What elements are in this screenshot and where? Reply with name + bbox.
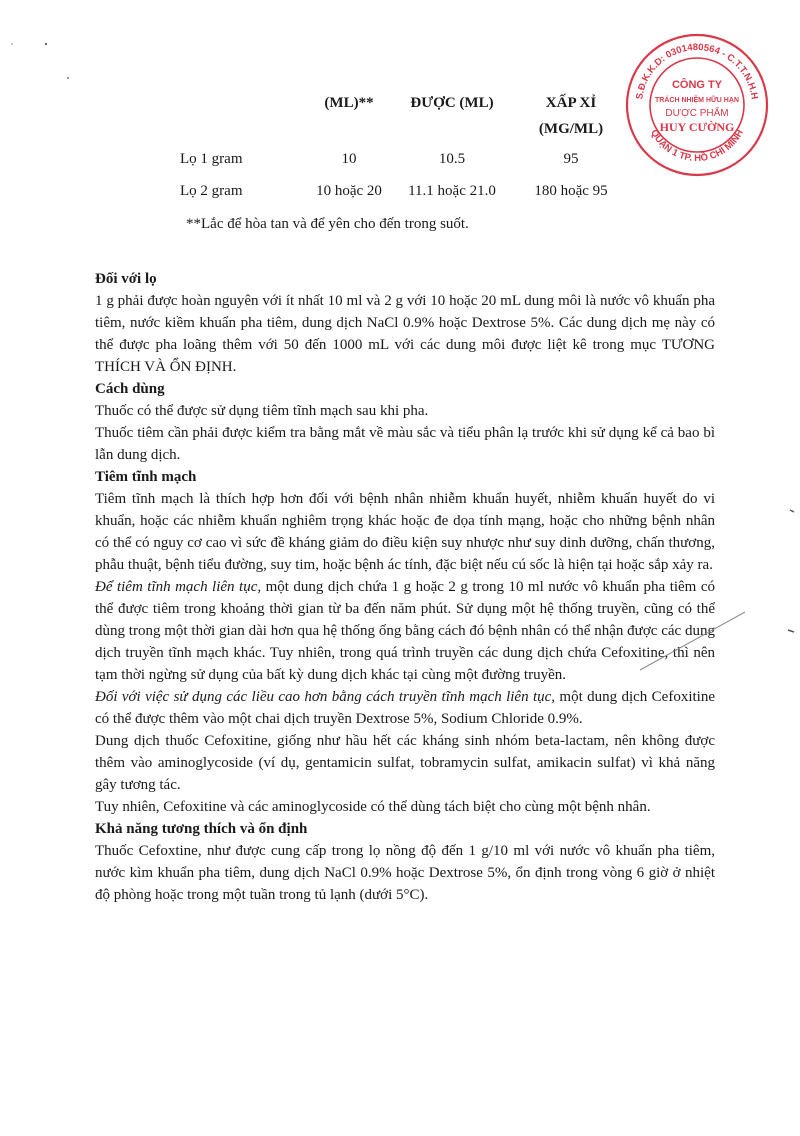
scan-speck bbox=[67, 77, 69, 79]
stamp-line-2: TRÁCH NHIỆM HỮU HẠN bbox=[655, 97, 739, 104]
paragraph-usage-2: Thuốc tiêm cần phải được kiểm tra bằng mắt về màu sắc và tiểu phân lạ trước khi sử dụng kể cả bao bì lẫn dung dịch. bbox=[95, 425, 715, 463]
table-header-volume: (ML)** bbox=[324, 95, 374, 111]
paragraph-aminoglycoside: Dung dịch thuốc Cefoxitine, giống như hầu hết các kháng sinh nhóm beta-lactam, nên không được thêm vào aminoglycoside (ví dụ, gentamicin sulfat, tobramycin sulfat, amikacin sulfat) vì khả năng gây tương tác. bbox=[95, 733, 715, 793]
table-cell-volume: 11.1 hoặc 21.0 bbox=[408, 183, 496, 199]
section-heading-compatibility: Khả năng tương thích và ổn định bbox=[95, 821, 308, 837]
table-header-concentration: (MG/ML) bbox=[538, 121, 604, 137]
section-heading-vial: Đối với lọ bbox=[95, 271, 157, 287]
stamp-line-4: HUY CƯỜNG bbox=[659, 120, 735, 134]
table-cell-concentration: 95 bbox=[563, 151, 579, 167]
table-header-obtained: ĐƯỢC (ML) bbox=[410, 95, 494, 111]
scan-speck bbox=[45, 43, 47, 45]
section-heading-usage: Cách dùng bbox=[95, 381, 165, 397]
stamp-ring-bottom-text: QUẬN 1 TP. HỒ CHÍ MINH bbox=[648, 127, 746, 165]
paragraph-vial: 1 g phải được hoàn nguyên với ít nhất 10 ml và 2 g với 10 hoặc 20 mL dung môi là nước vô khuẩn pha tiêm, nước kiềm khuẩn pha tiêm, dung dịch NaCl 0.9% hoặc Dextrose 5%. Các dung dịch mẹ này có thể được pha loãng thêm với 50 đến 1000 mL với các dung môi được liệt kê trong mục TƯƠNG THÍCH VÀ ỔN ĐỊNH. bbox=[95, 293, 715, 375]
continuous-text: một dung dịch chứa 1 g hoặc 2 g trong 10 ml nước vô khuẩn pha tiêm có thể được tiêm trong khoảng thời gian từ ba đến năm phút. Sử dụng một hệ thống truyền, cũng có thể dùng trong một thời gian dài hơn qua hệ thống ống bằng cách đó bệnh nhân có thể nhận được các dung dịch truyền tĩnh mạch khác. Tuy nhiên, trong quá trình truyền các dung dịch chứa Cefoxitine, thì nên tạm thời ngừng sử dụng của bất kỳ dung dịch khác tại cùng một đường truyền. bbox=[95, 579, 715, 683]
table-cell-vial: Lọ 1 gram bbox=[180, 151, 243, 167]
table-cell-volume: 10.5 bbox=[438, 151, 466, 167]
high-dose-text: một dung dịch Cefoxitine có thể được thêm vào một chai dịch truyền Dextrose 5%, Sodium Chloride 0.9%. bbox=[95, 689, 715, 727]
continuous-lead: Để tiêm tĩnh mạch liên tục, bbox=[95, 579, 262, 595]
high-dose-lead: Đối với việc sử dụng các liều cao hơn bằng cách truyền tĩnh mạch liên tục, bbox=[95, 689, 556, 705]
paragraph-compatibility: Thuốc Cefoxtine, như được cung cấp trong lọ nồng độ đến 1 g/10 ml với nước vô khuẩn pha tiêm, nước kìm khuẩn pha tiêm, dung dịch NaCl 0.9% hoặc Dextrose 5%, ổn định trong vòng 6 giờ ở nhiệt độ phòng hoặc trong một tuần trong tủ lạnh (dưới 5°C). bbox=[95, 843, 715, 903]
paragraph-separate: Tuy nhiên, Cefoxitine và các aminoglycoside có thể dùng tách biệt cho cùng một bệnh nhân. bbox=[95, 799, 651, 815]
table-header-approx: XẤP XỈ bbox=[545, 95, 597, 111]
table-footnote: **Lắc để hòa tan và để yên cho đến trong suốt. bbox=[186, 216, 469, 232]
stamp-line-1: CÔNG TY bbox=[671, 79, 723, 91]
table-cell-diluent: 10 hoặc 20 bbox=[316, 183, 382, 199]
paragraph-usage-1: Thuốc có thể được sử dụng tiêm tĩnh mạch sau khi pha. bbox=[95, 403, 429, 419]
scan-speck bbox=[788, 630, 794, 632]
pen-stroke bbox=[640, 612, 745, 670]
stamp-ring-text: S.Đ.K.K.D: 0301480564 - C.T.T.N.H.H bbox=[634, 41, 760, 101]
paragraph-iv: Tiêm tĩnh mạch là thích hợp hơn đối với bệnh nhân nhiễm khuẩn huyết, nhiễm khuẩn huyết do vi khuẩn, hoặc các nhiễm khuẩn nghiêm trọng khác hoặc đe dọa tính mạng, hoặc cho những bệnh nhân có thể có nguy cơ cao vì sức đề kháng giảm do điều kiện suy nhược như suy dinh dưỡng, chấn thương, phẫu thuật, bệnh tiểu đường, suy tim, hoặc bệnh ác tính, đặc biệt nếu cú sốc là hiện tại hoặc sắp xảy ra. bbox=[95, 491, 715, 573]
section-heading-iv: Tiêm tĩnh mạch bbox=[95, 469, 197, 485]
scan-speck bbox=[11, 43, 13, 45]
table-cell-concentration: 180 hoặc 95 bbox=[534, 183, 608, 199]
table-cell-diluent: 10 bbox=[341, 151, 357, 167]
stamp-line-3: DƯỢC PHẨM bbox=[665, 108, 729, 119]
table-cell-vial: Lọ 2 gram bbox=[180, 183, 243, 199]
scan-speck bbox=[790, 510, 794, 512]
